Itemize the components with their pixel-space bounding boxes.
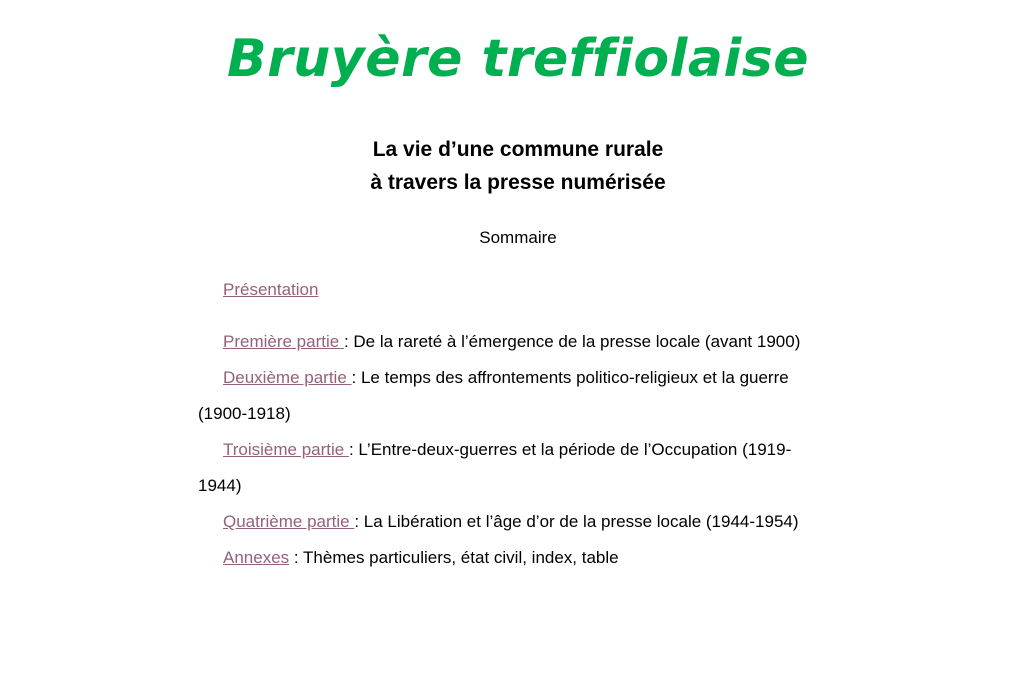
part-4-link[interactable]: Quatrième partie: [223, 512, 355, 531]
toc-entry-text: : La Libération et l’âge d’or de la presse locale (1944-1954): [354, 512, 799, 531]
table-of-contents: [198, 324, 818, 576]
toc-presentation: [198, 272, 818, 308]
toc-entry: [198, 540, 818, 576]
toc-entry-text: : Le temps des affrontements politico-religieux et la guerre (1900-1918): [198, 368, 789, 423]
subtitle-line-2: à travers la presse numérisée: [370, 171, 666, 194]
toc-entry-text: : L’Entre-deux-guerres et la période de l’Occupation (1919-1944): [198, 440, 792, 495]
sommaire-heading: Sommaire: [479, 228, 557, 247]
toc-entry-text: : De la rareté à l’émergence de la presse locale (avant 1900): [343, 332, 801, 351]
subtitle-line-1: La vie d’une commune rurale: [372, 138, 664, 161]
toc-entry: [198, 504, 818, 540]
annexes-link[interactable]: Annexes: [223, 548, 290, 567]
presentation-link[interactable]: Présentation: [223, 280, 319, 299]
part-2-link[interactable]: Deuxième partie: [223, 368, 352, 387]
page-title: Bruyère treffiolaise: [227, 29, 809, 89]
toc-entry-text: : Thèmes particuliers, état civil, index, table: [289, 548, 619, 567]
toc-entry: [198, 360, 818, 432]
toc-entry: [198, 324, 818, 360]
part-1-link[interactable]: Première partie: [223, 332, 344, 351]
page-subtitle: [0, 133, 1024, 199]
part-3-link[interactable]: Troisième partie: [223, 440, 349, 459]
toc-entry: [198, 432, 818, 504]
